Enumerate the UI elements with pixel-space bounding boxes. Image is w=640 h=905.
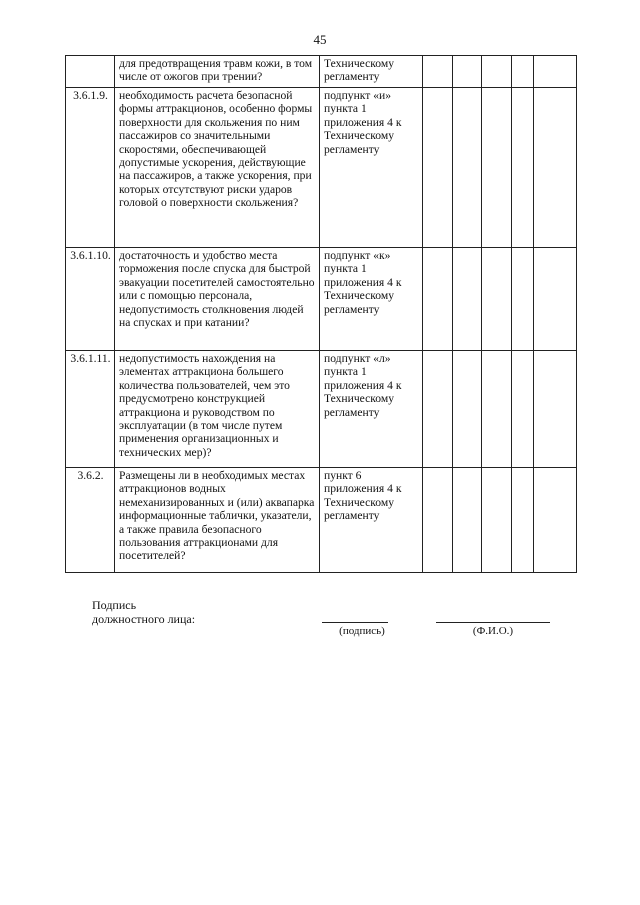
table-row [66,56,577,88]
name-caption: (Ф.И.О.) [472,625,514,637]
reference-cell: пункт 6 приложения 4 к Техническому регламенту [320,468,423,573]
note-cell[interactable] [534,56,577,88]
answer-extra-cell[interactable] [512,56,534,88]
row-number: 3.6.1.11. [66,351,115,468]
answer-yes-cell[interactable] [423,468,453,573]
answer-extra-cell[interactable] [512,351,534,468]
row-number [66,56,115,88]
answer-extra-cell[interactable] [512,468,534,573]
signature-label-line2: должностного лица: [92,612,196,626]
table-row [66,468,577,573]
row-number: 3.6.1.10. [66,248,115,351]
note-cell[interactable] [534,351,577,468]
note-cell[interactable] [534,88,577,248]
answer-extra-cell[interactable] [512,248,534,351]
answer-no-cell[interactable] [453,351,482,468]
signature-label [92,598,195,626]
answer-na-cell[interactable] [482,468,512,573]
signature-line[interactable] [322,622,388,623]
reference-cell: подпункт «л» пункта 1 приложения 4 к Техническому регламенту [320,351,423,468]
requirement-cell: Размещены ли в необходимых местах аттракционов водных немеханизированных и (или) аквапарка информационные таблички, указатели, а также правила безопасного пользования аттракционами для посетителей? [115,468,320,573]
reference-cell: подпункт «к» пункта 1 приложения 4 к Техническому регламенту [320,248,423,351]
note-cell[interactable] [534,468,577,573]
requirement-cell: для предотвращения травм кожи, в том числе от ожогов при трении? [115,56,320,88]
signature-caption: (подпись) [339,625,385,637]
row-number: 3.6.1.9. [66,88,115,248]
signature-label-line1: Подпись [92,598,137,612]
checklist-table [65,55,577,573]
answer-no-cell[interactable] [453,88,482,248]
table-row [66,248,577,351]
table-row [66,88,577,248]
answer-na-cell[interactable] [482,248,512,351]
answer-na-cell[interactable] [482,351,512,468]
answer-na-cell[interactable] [482,88,512,248]
answer-yes-cell[interactable] [423,56,453,88]
reference-cell: подпункт «и» пункта 1 приложения 4 к Техническому регламенту [320,88,423,248]
page-number: 45 [313,32,327,47]
answer-no-cell[interactable] [453,248,482,351]
answer-no-cell[interactable] [453,468,482,573]
note-cell[interactable] [534,248,577,351]
answer-extra-cell[interactable] [512,88,534,248]
answer-yes-cell[interactable] [423,248,453,351]
row-number: 3.6.2. [66,468,115,573]
requirement-cell: недопустимость нахождения на элементах аттракциона большего количества пользователей, чем это предусмотрено конструкцией аттракциона и руководством по эксплуатации (в том числе путем применения организационных и технических мер)? [115,351,320,468]
name-line[interactable] [436,622,550,623]
requirement-cell: достаточность и удобство места торможения после спуска для быстрой эвакуации посетителей самостоятельно или с помощью персонала, недопустимость столкновения людей на спусках и при катании? [115,248,320,351]
table-row [66,351,577,468]
requirement-cell: необходимость расчета безопасной формы аттракционов, особенно формы поверхности для скольжения по ним пассажиров со значительными скоростями, обеспечивающей допустимые ускорения, действующие на пассажиров, а также ускорения, при которых отсутствуют риски ударов головой о поверхности скольжения? [115,88,320,248]
answer-yes-cell[interactable] [423,88,453,248]
answer-no-cell[interactable] [453,56,482,88]
answer-na-cell[interactable] [482,56,512,88]
reference-cell: Техническому регламенту [320,56,423,88]
answer-yes-cell[interactable] [423,351,453,468]
